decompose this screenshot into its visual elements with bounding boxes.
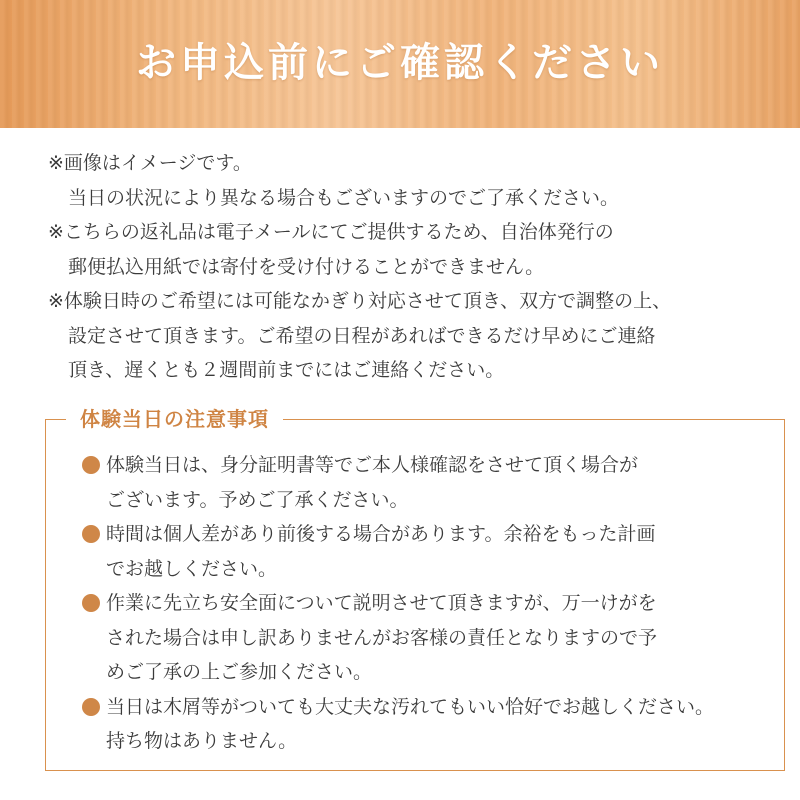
- precaution-item-2: [82, 517, 772, 586]
- page-title: お申込前にご確認ください: [136, 39, 664, 86]
- precaution-2-line-1: 時間は個人差があり前後する場合があります。余裕をもった計画: [106, 523, 656, 545]
- note-3-line-3: 頂き、遅くとも２週間前までにはご連絡ください。: [68, 359, 505, 381]
- precautions-title: 体験当日の注意事項: [66, 403, 283, 435]
- precaution-1-line-2: ございます。予めご了承ください。: [106, 488, 409, 511]
- precaution-3-line-3: めご了承の上ご参加ください。: [106, 661, 373, 683]
- note-2-line-2: 郵便払込用紙では寄付を受け付けることができません。: [68, 255, 545, 278]
- bullet-icon: [82, 456, 100, 474]
- note-3: [48, 284, 768, 388]
- precaution-item-1: [82, 448, 772, 517]
- note-1: [48, 146, 768, 215]
- bullet-icon: [82, 525, 100, 543]
- notes-section: [48, 146, 768, 388]
- precaution-3-line-1: 作業に先立ち安全面について説明させて頂きますが、万一けがを: [106, 592, 657, 614]
- precaution-1-line-1: 体験当日は、身分証明書等でご本人様確認をさせて頂く場合が: [106, 454, 639, 476]
- precaution-item-3: [82, 586, 772, 690]
- precaution-4-line-1: 当日は木屑等がついても大丈夫な汚れてもいい恰好でお越しください。: [106, 695, 715, 718]
- note-2: [48, 215, 768, 284]
- precautions-box: [45, 407, 785, 771]
- bullet-icon: [82, 698, 100, 716]
- precaution-2-line-2: でお越しください。: [106, 557, 278, 580]
- note-1-line-1: ※画像はイメージです。: [48, 152, 252, 174]
- precaution-3-line-2: された場合は申し訳ありませんがお客様の責任となりますので予: [106, 626, 658, 649]
- note-3-line-1: ※体験日時のご希望には可能なかぎり対応させて頂き、双方で調整の上、: [48, 290, 672, 312]
- precaution-item-4: [82, 690, 772, 759]
- header-banner: [0, 0, 800, 128]
- note-1-line-2: 当日の状況により異なる場合もございますのでご了承ください。: [68, 186, 620, 209]
- precaution-4-line-2: 持ち物はありません。: [106, 730, 298, 752]
- bullet-icon: [82, 594, 100, 612]
- note-3-line-2: 設定させて頂きます。ご希望の日程があればできるだけ早めにご連絡: [68, 324, 656, 347]
- precautions-list: [82, 448, 772, 759]
- note-2-line-1: ※こちらの返礼品は電子メールにてご提供するため、自治体発行の: [48, 221, 614, 243]
